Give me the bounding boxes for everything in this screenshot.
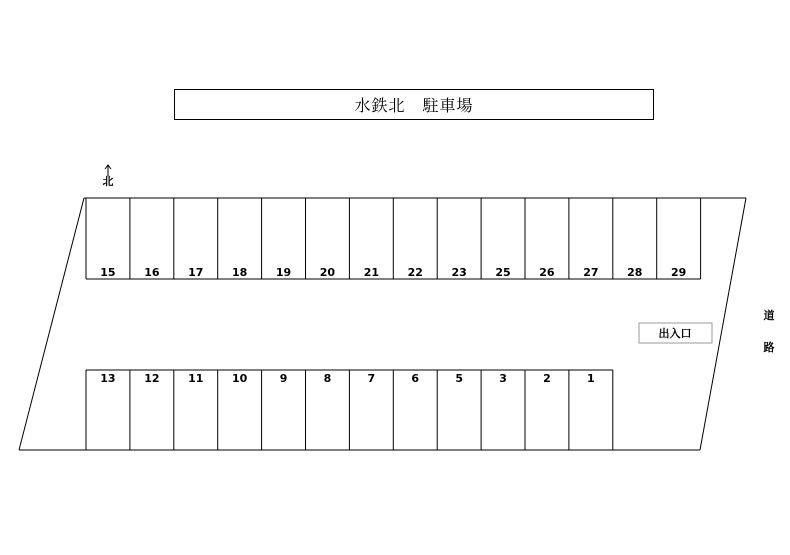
stall-number: 11 (188, 372, 204, 385)
stall-number: 12 (144, 372, 160, 385)
stall-number: 15 (100, 266, 116, 279)
lot-left-edge (19, 198, 84, 450)
stall-number: 22 (407, 266, 423, 279)
stall-number: 6 (411, 372, 420, 385)
lot-title: 水鉄北 駐車場 (174, 89, 654, 120)
stall-number: 17 (188, 266, 204, 279)
stall-number: 29 (670, 266, 687, 279)
stall-number: 19 (275, 266, 292, 279)
road-label-char-2: 路 (763, 341, 775, 354)
stall-number: 21 (363, 266, 380, 279)
stall-number: 23 (451, 266, 467, 279)
stall-number: 10 (231, 372, 248, 385)
stall-number: 16 (144, 266, 160, 279)
stall-number: 9 (279, 372, 288, 385)
north-stall-row (86, 198, 701, 279)
stall-number: 25 (495, 266, 511, 279)
stall-number: 7 (367, 372, 376, 385)
lot-right-edge (700, 198, 746, 450)
stall-number: 8 (323, 372, 332, 385)
stall-number: 1 (587, 372, 595, 385)
stall-number: 26 (539, 266, 555, 279)
entrance-label: 出入口 (658, 327, 692, 340)
stall-number: 5 (455, 372, 463, 385)
south-stall-row (86, 370, 613, 450)
stall-number: 18 (231, 266, 248, 279)
stall-number: 28 (627, 266, 643, 279)
stall-number: 27 (583, 266, 599, 279)
stall-number: 2 (543, 372, 551, 385)
stall-number: 3 (499, 372, 507, 385)
stall-number: 13 (100, 372, 116, 385)
road-label-char-1: 道 (763, 309, 775, 322)
stall-number: 20 (319, 266, 336, 279)
compass-label: 北 (102, 175, 114, 188)
